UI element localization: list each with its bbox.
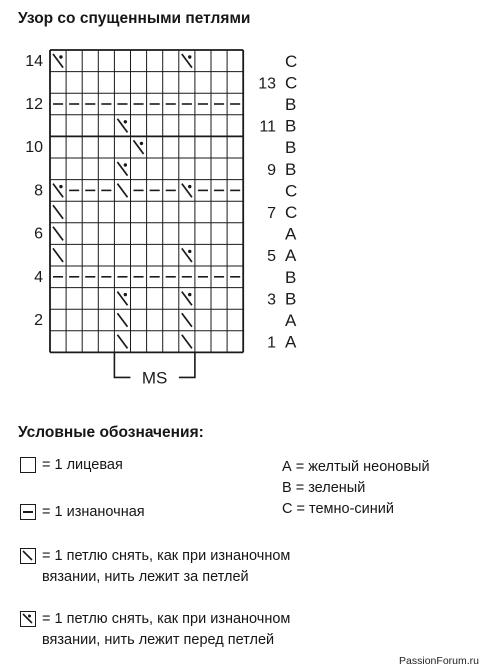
row-color-letter: A bbox=[285, 224, 297, 244]
row-number-left: 14 bbox=[25, 52, 43, 70]
legend-item-purl bbox=[20, 502, 145, 523]
slip-stitch-mark bbox=[117, 335, 127, 349]
repeat-bracket-left bbox=[114, 352, 130, 377]
legend-item-text: = 1 петлю снять, как при изнаночном вязании, нить лежит перед петлей bbox=[42, 611, 291, 648]
row-color-letter: B bbox=[285, 116, 297, 136]
legend-item-text: = 1 изнаночная bbox=[42, 504, 145, 520]
slip-stitch-mark bbox=[182, 313, 192, 327]
row-color-letter: B bbox=[285, 138, 297, 158]
row-color-letter: A bbox=[285, 246, 297, 266]
yarn-in-front-dot bbox=[140, 142, 143, 145]
row-number-right: 5 bbox=[267, 248, 276, 266]
slip-stitch-behind-icon bbox=[20, 548, 36, 564]
row-number-right: 3 bbox=[267, 291, 276, 309]
legend-title: Условные обозначения: bbox=[18, 424, 204, 441]
watermark: PassionForum.ru bbox=[399, 655, 479, 667]
row-number-right: 13 bbox=[258, 75, 276, 93]
legend-item-text: = 1 петлю снять, как при изнаночном вязании, нить лежит за петлей bbox=[42, 548, 291, 585]
slip-stitch-front-icon bbox=[20, 611, 36, 627]
row-number-left: 2 bbox=[34, 312, 43, 329]
knit-square-icon bbox=[20, 457, 36, 473]
yarn-in-front-dot bbox=[124, 120, 127, 123]
row-number-left: 8 bbox=[34, 182, 43, 200]
yarn-in-front-dot bbox=[188, 293, 191, 296]
row-color-letter: C bbox=[285, 181, 298, 201]
color-a: А = желтый неоновый bbox=[282, 459, 430, 475]
row-number-right: 1 bbox=[267, 334, 276, 352]
slip-stitch-mark bbox=[117, 184, 127, 198]
purl-dash-icon bbox=[20, 504, 36, 520]
yarn-in-front-dot bbox=[124, 293, 127, 296]
color-key bbox=[282, 457, 430, 520]
row-color-letter: B bbox=[285, 267, 297, 287]
row-color-letter: A bbox=[285, 311, 297, 330]
slip-stitch-mark bbox=[53, 205, 63, 219]
slip-stitch-mark bbox=[182, 335, 192, 349]
row-number-left: 4 bbox=[34, 268, 43, 286]
row-number-left: 10 bbox=[25, 139, 43, 157]
yarn-in-front-dot bbox=[59, 55, 62, 58]
color-c: С = темно-синий bbox=[282, 501, 394, 517]
row-number-right: 7 bbox=[267, 205, 276, 222]
row-color-letter: B bbox=[285, 159, 297, 179]
row-number-left: 12 bbox=[25, 96, 43, 113]
yarn-in-front-dot bbox=[188, 55, 191, 58]
legend-item-slip-front bbox=[20, 609, 290, 651]
legend-item-slip-behind bbox=[20, 546, 290, 588]
yarn-in-front-dot bbox=[59, 185, 62, 188]
row-color-letter: C bbox=[285, 73, 298, 93]
yarn-in-front-dot bbox=[188, 250, 191, 253]
yarn-in-front-dot bbox=[124, 163, 127, 166]
slip-stitch-mark bbox=[53, 227, 63, 241]
row-color-letter: C bbox=[285, 51, 298, 71]
legend-item-text: = 1 лицевая bbox=[42, 457, 123, 473]
color-b: В = зеленый bbox=[282, 480, 366, 496]
yarn-in-front-dot bbox=[188, 185, 191, 188]
row-color-letter: C bbox=[285, 203, 298, 222]
chart-title: Узор со спущенными петлями bbox=[18, 10, 251, 27]
legend-item-knit bbox=[20, 455, 123, 476]
slip-stitch-mark bbox=[53, 248, 63, 262]
row-number-right: 9 bbox=[267, 161, 276, 179]
row-number-left: 6 bbox=[34, 225, 43, 243]
row-number-right: 11 bbox=[259, 118, 276, 136]
row-color-letter: B bbox=[285, 95, 297, 114]
row-color-letter: A bbox=[285, 332, 297, 352]
repeat-label: MS bbox=[141, 368, 168, 388]
slip-stitch-mark bbox=[117, 313, 127, 327]
repeat-bracket-right bbox=[179, 352, 195, 377]
row-color-letter: B bbox=[285, 289, 297, 309]
